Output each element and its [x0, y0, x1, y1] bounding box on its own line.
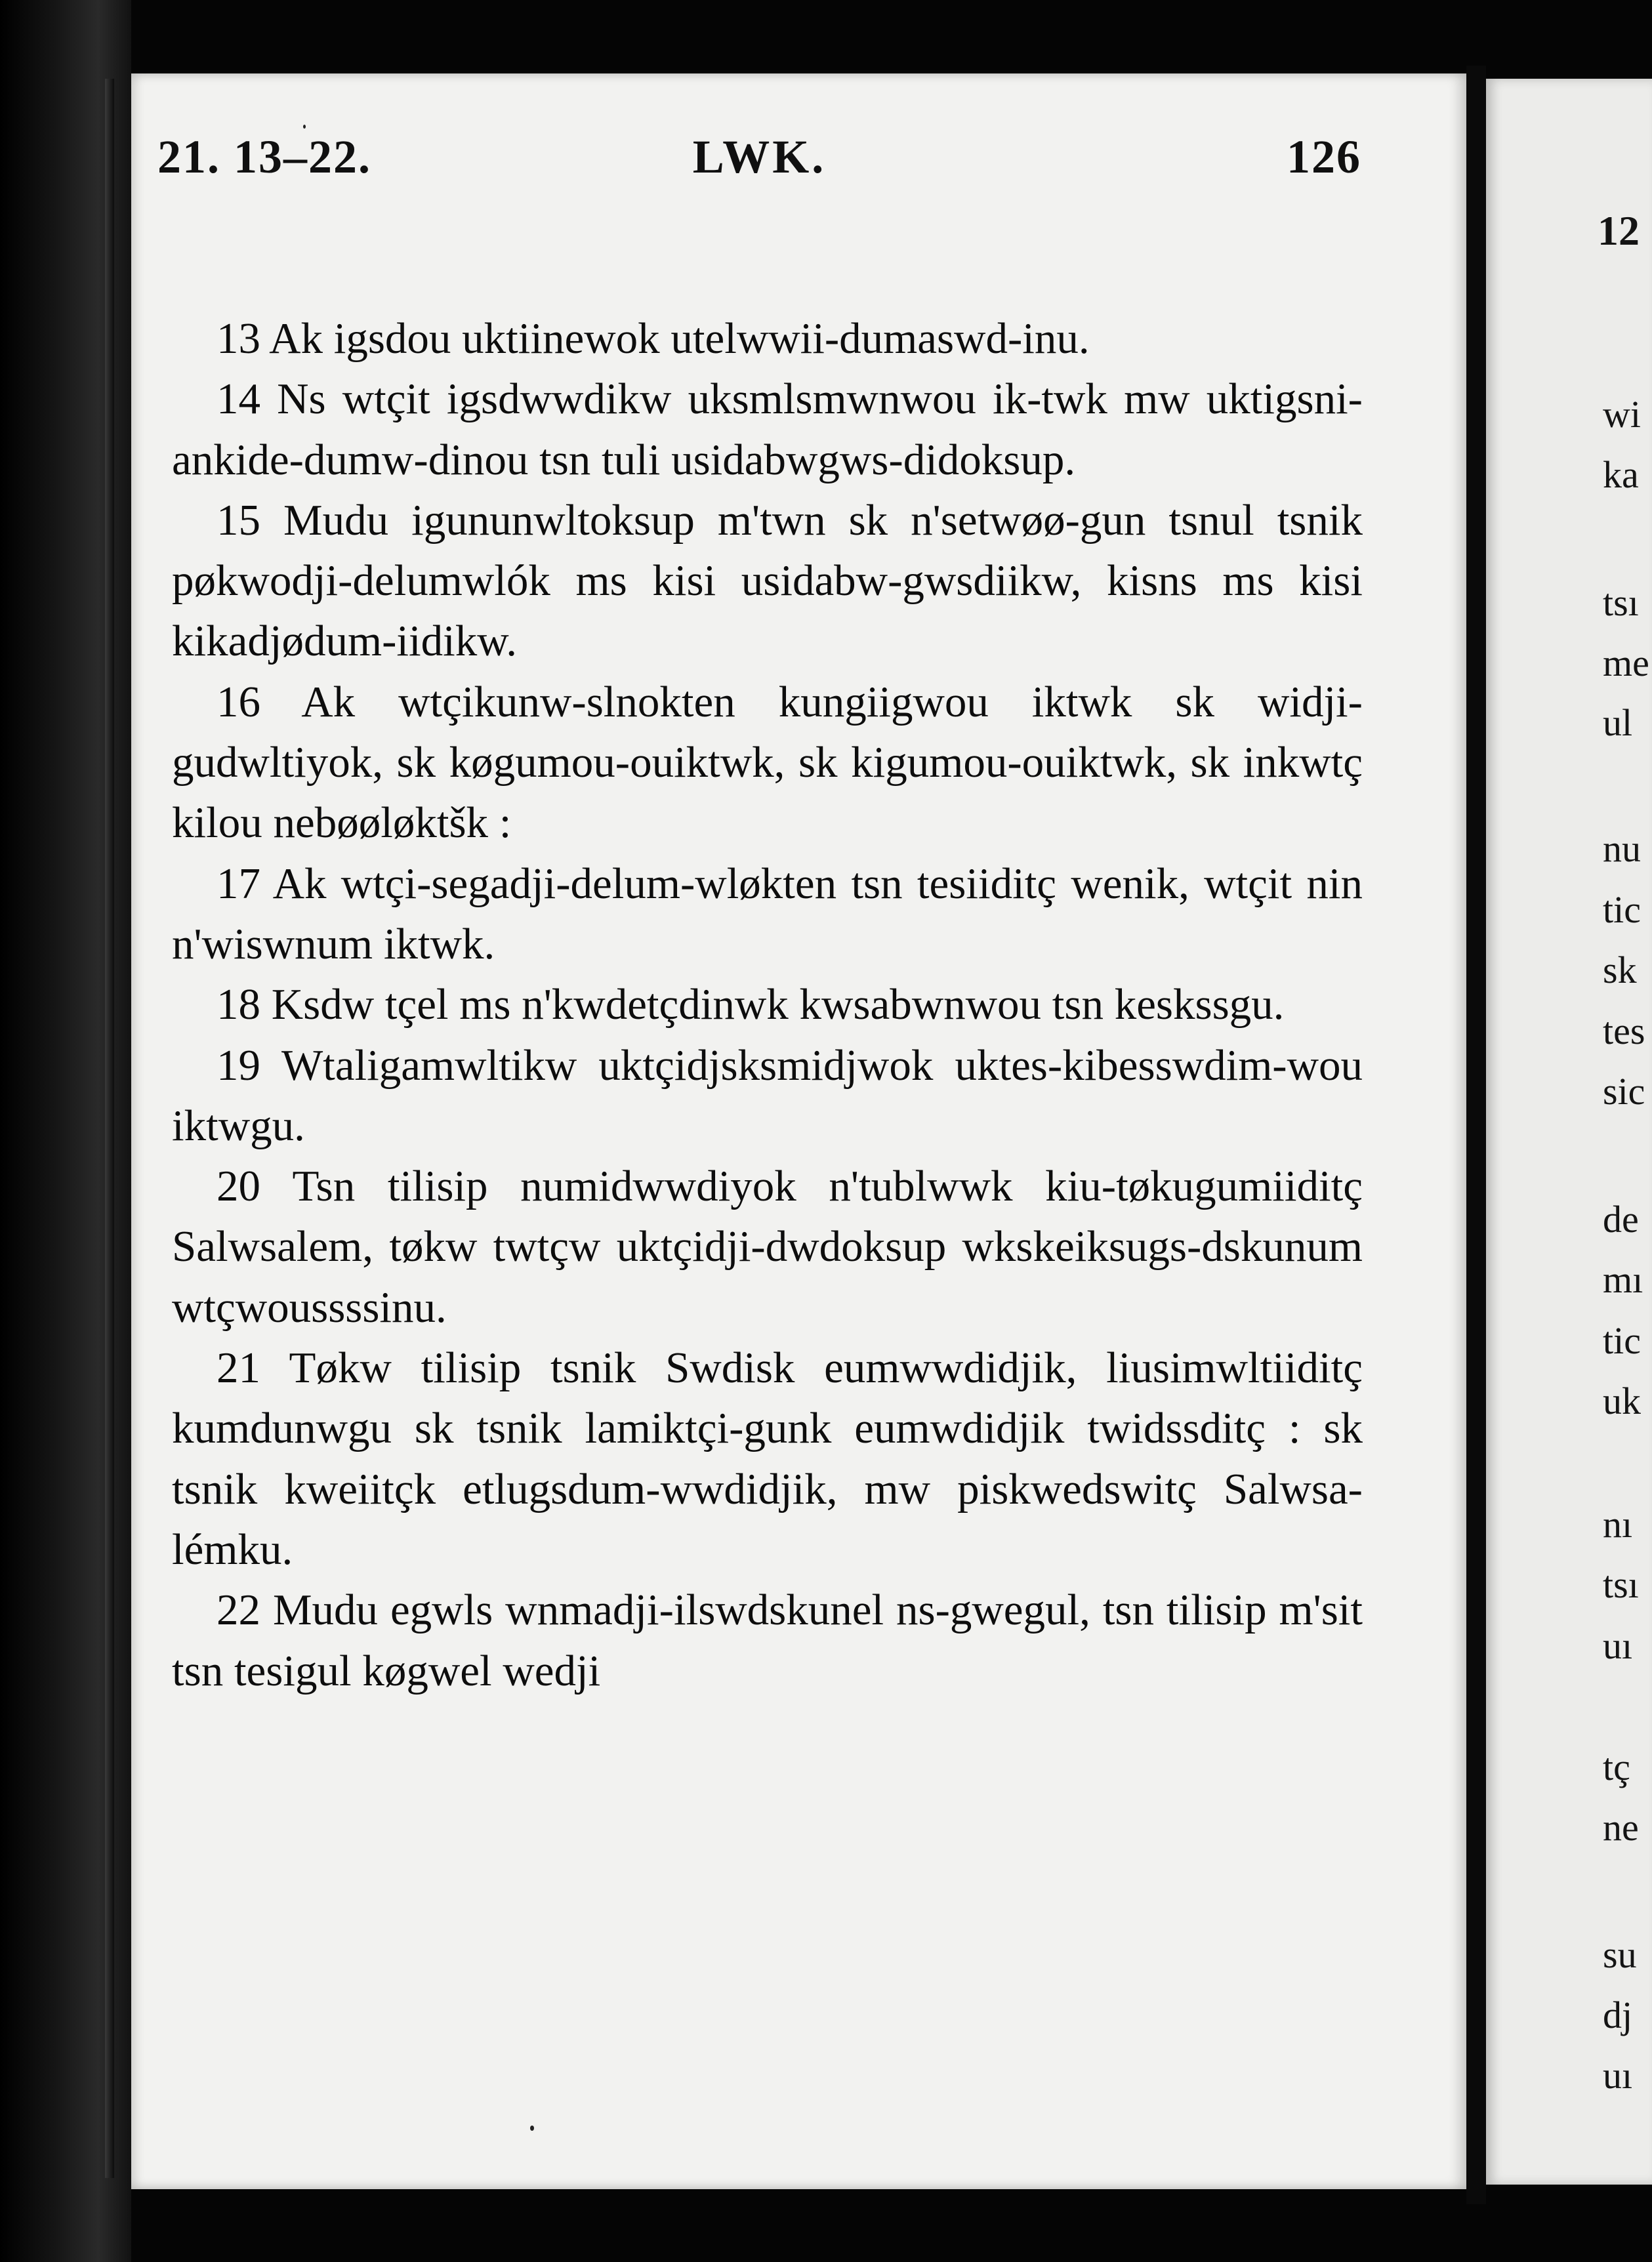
facing-page-fragment: dj	[1603, 1994, 1633, 2036]
facing-page-fragment: uı	[1603, 1624, 1633, 1667]
verse-15	[172, 490, 1363, 672]
body-text	[172, 308, 1363, 1701]
verse-number: 17	[217, 859, 260, 908]
verse-13	[172, 308, 1363, 369]
verse-number: 14	[217, 375, 260, 424]
facing-page-fragment: de	[1603, 1198, 1639, 1241]
paper-speck	[303, 125, 306, 129]
facing-page-fragment: tic	[1603, 888, 1641, 931]
verse-text: Ak wtçikunw-slnokten kungiigwou iktwk sk widji-gudwltiyok, sk køgumou-ouiktwk, sk kigumou-ouiktwk, sk inkwtç kilou nebøøløktšk :	[172, 677, 1363, 848]
book-title: LWK.	[692, 131, 827, 183]
facing-page-fragment: mı	[1603, 1258, 1643, 1301]
page-number: 126	[1287, 131, 1361, 183]
verse-17	[172, 853, 1363, 975]
verse-14	[172, 369, 1363, 490]
running-header	[157, 130, 1361, 189]
facing-page-fragment: ka	[1603, 453, 1639, 496]
book-binding	[0, 0, 131, 2262]
verse-22	[172, 1580, 1363, 1701]
facing-page-fragment: uk	[1603, 1380, 1641, 1422]
verse-number: 19	[217, 1040, 260, 1090]
facing-page-fragment: sic	[1603, 1070, 1645, 1113]
facing-page-fragment: ul	[1603, 701, 1633, 744]
verse-text: Ns wtçit igsdwwdikw uksmlsmwnwou ik-twk mw uktigsni-ankide-dumw-dinou tsn tuli usidabwgws-didoksup.	[172, 375, 1363, 484]
facing-page-fragment: me	[1603, 642, 1649, 684]
verse-21	[172, 1338, 1363, 1580]
verse-number: 20	[217, 1162, 260, 1211]
verse-number: 18	[217, 980, 260, 1029]
verse-number: 21	[217, 1344, 260, 1393]
facing-page-fragment: su	[1603, 1933, 1637, 1976]
verse-text: Ak igsdou uktiinewok utelwwii-dumaswd-inu.	[269, 314, 1090, 363]
verse-text: Ak wtçi-segadji-delum-wløkten tsn tesiiditç wenik, wtçit nin n'wiswnum iktwk.	[172, 859, 1363, 968]
verse-text: Mudu egwls wnmadji-ilswdskunel ns-gwegul, tsn tilisip m'sit tsn tesigul køgwel wedji	[172, 1586, 1363, 1695]
verse-20	[172, 1156, 1363, 1338]
binding-edge	[105, 79, 114, 2178]
facing-page-fragment: tes	[1603, 1010, 1645, 1052]
verse-text: Tsn tilisip numidwwdiyok n'tublwwk kiu-tøkugumiiditç Salwsalem, tøkw twtçw uktçidji-dwdoksup wkskeiksugs-dskunum wtçwoussssinu.	[172, 1162, 1363, 1332]
facing-page-fragment: tic	[1603, 1319, 1641, 1362]
facing-page-fragment: tsı	[1603, 581, 1639, 624]
verse-text: Mudu igununwltoksup m'twn sk n'setwøø-gun tsnul tsnik pøkwodji-delumwlók ms kisi usidabw-gwsdiikw, kisns ms kisi kikadjødum-iidikw.	[172, 495, 1363, 666]
verse-19	[172, 1035, 1363, 1157]
verse-text: Wtaligamwltikw uktçidjsksmidjwok uktes-kibesswdim-wou iktwgu.	[172, 1040, 1363, 1150]
verse-number: 22	[217, 1586, 260, 1635]
verse-number: 16	[217, 677, 260, 726]
verse-number: 15	[217, 495, 260, 545]
verse-text: Ksdw tçel ms n'kwdetçdinwk kwsabwnwou tsn keskssgu.	[271, 980, 1285, 1029]
facing-page-fragment: ne	[1603, 1806, 1639, 1849]
chapter-verse-reference: 21. 13–22.	[157, 131, 371, 183]
facing-page-fragment: sk	[1603, 949, 1637, 991]
facing-page-header-fragment: 12	[1598, 207, 1640, 254]
paper-speck	[530, 2126, 534, 2131]
verse-number: 13	[217, 314, 260, 363]
page-gutter	[1466, 66, 1486, 2204]
facing-page-fragment: uı	[1603, 2054, 1633, 2097]
verse-18	[172, 974, 1363, 1035]
facing-page-fragment: nı	[1603, 1503, 1633, 1546]
facing-page-fragment: nu	[1603, 827, 1641, 870]
facing-page-fragment: tsı	[1603, 1563, 1639, 1606]
facing-page	[1486, 79, 1652, 2185]
facing-page-fragment: wi	[1603, 393, 1641, 436]
verse-16	[172, 672, 1363, 853]
facing-page-fragment: tç	[1603, 1746, 1630, 1788]
verse-text: Tøkw tilisip tsnik Swdisk eumwwdidjik, liusimwltiiditç kumdunwgu sk tsnik lamiktçi-gunk eumwdidjik twidssditç : sk tsnik kweiitçk etlugsdum-wwdidjik, mw piskwedswitç Salwsa-lémku.	[172, 1344, 1363, 1574]
